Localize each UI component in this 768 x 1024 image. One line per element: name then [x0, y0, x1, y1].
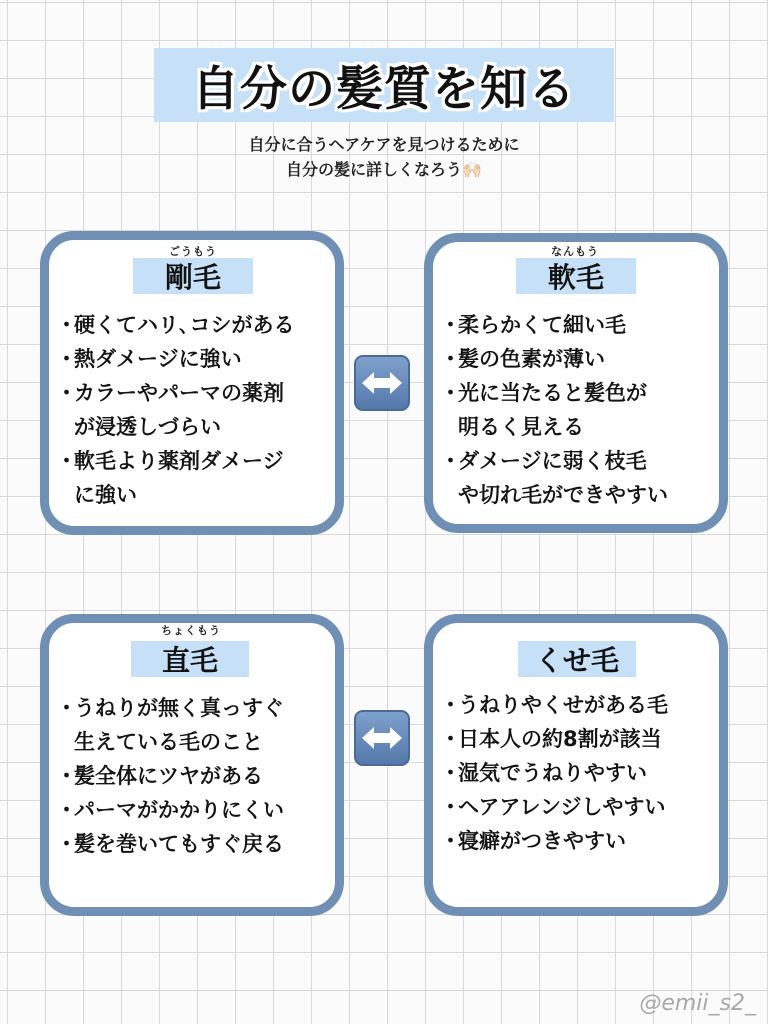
- card-ruby: ちょくもう: [161, 624, 221, 637]
- subtitle-line-1: 自分に合うヘアケアを見つけるために: [248, 135, 520, 154]
- list-item-text: 湿気でうねりやすい: [458, 761, 647, 785]
- list-item-text: 柔らかくて細い毛: [458, 313, 626, 337]
- card-ruby: ごうもう: [169, 245, 217, 258]
- page-title: 自分の髪質を知る: [192, 61, 576, 117]
- subtitle-line-2: 自分の髪に詳しくなろう🙌🏻: [286, 160, 482, 179]
- list-item: [56, 308, 295, 342]
- bullet: ・: [440, 347, 461, 371]
- bullet: ・: [440, 727, 461, 751]
- card-label: 剛毛: [164, 261, 221, 294]
- left-right-arrow-icon: [354, 355, 410, 411]
- list-item-text: 熱ダメージに強い: [74, 347, 242, 371]
- card-ruby: なんもう: [551, 245, 599, 258]
- card-item-list: [56, 308, 295, 512]
- list-item: [56, 827, 284, 861]
- card-label-box: [518, 641, 636, 677]
- left-right-arrow-icon: [354, 710, 410, 766]
- card-label-box: [516, 258, 636, 294]
- card-label: くせ毛: [534, 644, 619, 677]
- list-item-text: ヘアアレンジしやすい: [458, 795, 666, 819]
- list-item-text: パーマがかかりにくい: [74, 798, 284, 822]
- left-right-arrow-icon-glyph: [360, 725, 404, 751]
- list-item: [440, 756, 668, 790]
- list-item: [56, 759, 284, 793]
- card-label-box: [133, 258, 253, 294]
- bullet: ・: [440, 795, 461, 819]
- bullet: ・: [56, 347, 77, 371]
- list-item-text: 軟毛より薬剤ダメージ に強い: [74, 449, 284, 507]
- list-item: [56, 342, 295, 376]
- watermark: @emii_s2_: [639, 991, 756, 1016]
- list-item-text: ダメージに弱く枝毛 や切れ毛ができやすい: [458, 449, 668, 507]
- left-right-arrow-icon-glyph: [360, 370, 404, 396]
- bullet: ・: [440, 381, 461, 405]
- list-item: [440, 444, 668, 512]
- list-item-text: 寝癖がつきやすい: [458, 829, 626, 853]
- card-item-list: [56, 691, 284, 861]
- list-item: [440, 688, 668, 722]
- bullet: ・: [56, 764, 77, 788]
- list-item-text: カラーやパーマの薬剤 が浸透しづらい: [74, 381, 284, 439]
- list-item: [440, 308, 668, 342]
- list-item-text: うねりやくせがある毛: [458, 693, 668, 717]
- list-item-text: 硬くてハリ､コシがある: [74, 313, 295, 337]
- bullet: ・: [56, 798, 77, 822]
- bullet: ・: [440, 313, 461, 337]
- list-item-text: 髪を巻いてもすぐ戻る: [74, 832, 284, 856]
- title-banner: [154, 48, 614, 122]
- card-item-list: [440, 688, 668, 858]
- card-label-box: [131, 641, 249, 677]
- list-item-text: 髪の色素が薄い: [458, 347, 605, 371]
- card-item-list: [440, 308, 668, 512]
- bullet: ・: [440, 693, 461, 717]
- list-item: [56, 793, 284, 827]
- list-item: [56, 444, 295, 512]
- bullet: ・: [56, 313, 77, 337]
- bullet: ・: [440, 761, 461, 785]
- bullet: ・: [440, 829, 461, 853]
- list-item: [440, 790, 668, 824]
- bullet: ・: [56, 381, 77, 405]
- list-item: [56, 376, 295, 444]
- list-item-text: 光に当たると髪色が 明るく見える: [458, 381, 647, 439]
- card-label: 直毛: [161, 644, 218, 677]
- list-item: [440, 376, 668, 444]
- list-item: [440, 722, 668, 756]
- list-item: [56, 691, 284, 759]
- list-item-text: 髪全体にツヤがある: [74, 764, 263, 788]
- bullet: ・: [440, 449, 461, 473]
- list-item: [440, 824, 668, 858]
- list-item-text: うねりが無く真っすぐ 生えている毛のこと: [74, 696, 284, 754]
- list-item: [440, 342, 668, 376]
- bullet: ・: [56, 832, 77, 856]
- list-item-text: 日本人の約8割が該当: [458, 727, 662, 751]
- card-label: 軟毛: [547, 261, 604, 294]
- bullet: ・: [56, 449, 77, 473]
- bullet: ・: [56, 696, 77, 720]
